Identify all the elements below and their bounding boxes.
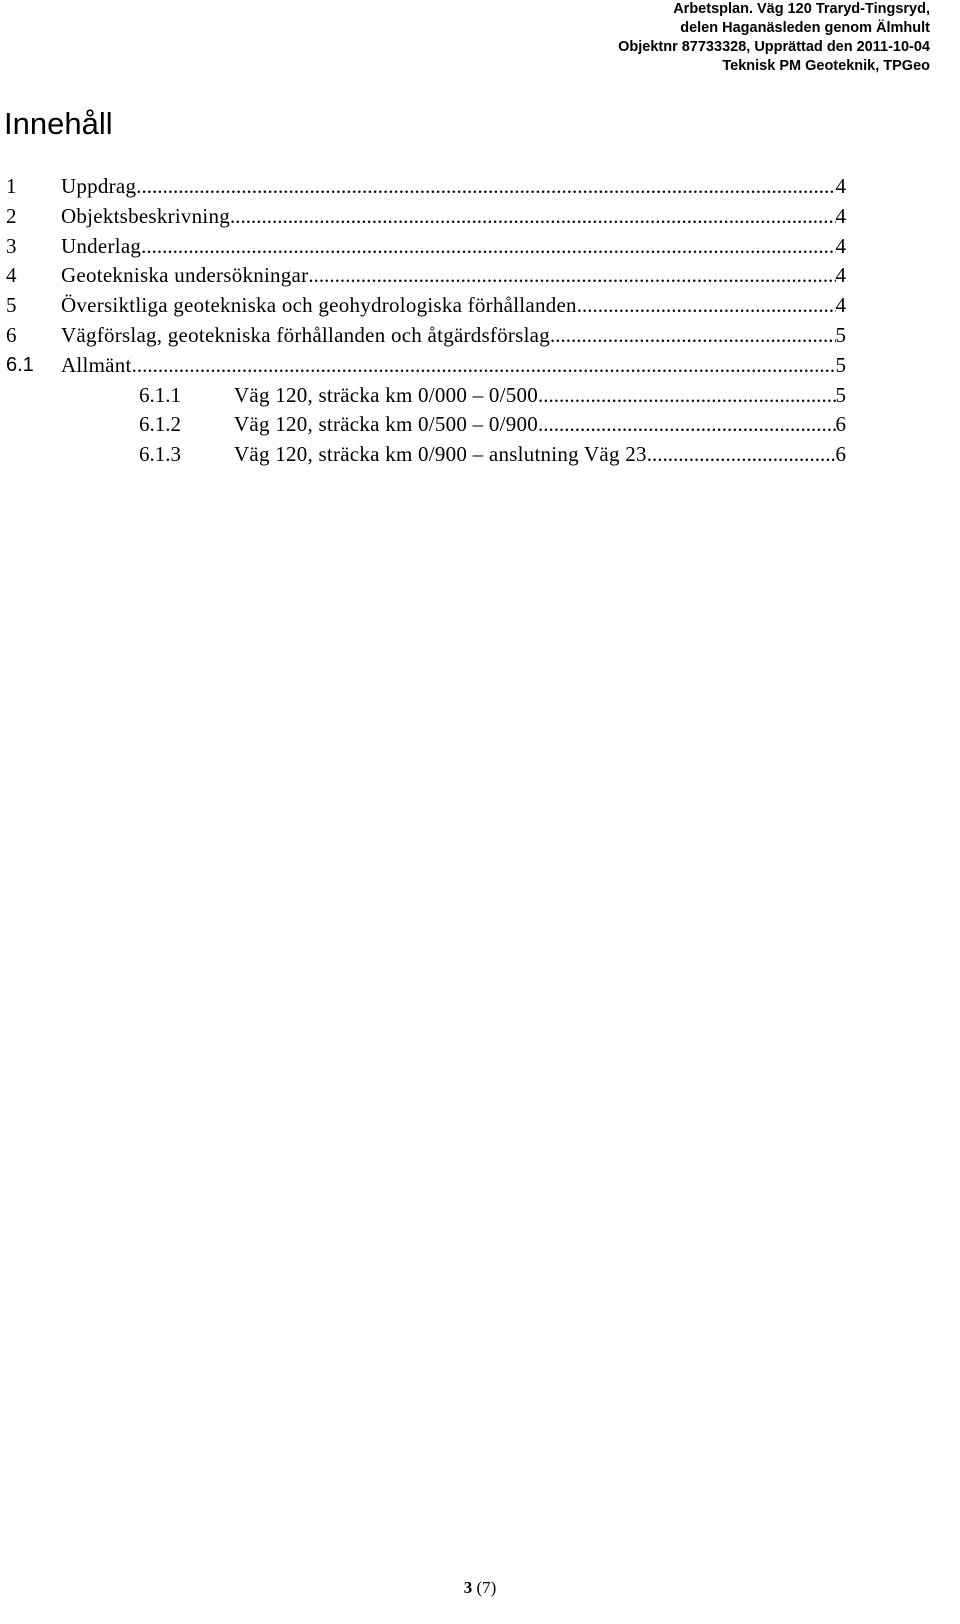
toc-dot-leader	[647, 440, 836, 470]
header-line-project: Arbetsplan. Väg 120 Traryd-Tingsryd,	[673, 1, 930, 17]
toc-entry-title: Vägförslag, geotekniska förhållanden och åtgärdsförslag	[61, 322, 550, 347]
toc-entry-title: Väg 120, sträcka km 0/900 – anslutning Väg 23	[234, 442, 647, 467]
page-total: (7)	[476, 1578, 497, 1597]
toc-entry-number: 6	[6, 322, 17, 347]
toc-dot-leader	[538, 410, 836, 440]
toc-dot-leader	[141, 232, 835, 262]
toc-entry-number: 6.1.1	[139, 382, 181, 407]
toc-entry-number: 1	[6, 174, 17, 198]
toc-entry-title: Objektsbeskrivning	[61, 203, 230, 228]
toc-entry-number: 3	[6, 233, 17, 258]
toc-entry-page: 4	[835, 174, 846, 198]
toc-entry[interactable]	[6, 410, 846, 440]
toc-entry[interactable]	[6, 440, 846, 470]
toc-entry-title: Översiktliga geotekniska och geohydrologiska förhållanden	[61, 293, 577, 318]
toc-entry[interactable]	[6, 202, 846, 232]
page-number: 3	[463, 1578, 473, 1597]
header-line-document-type: Teknisk PM Geoteknik, TPGeo	[722, 58, 930, 74]
toc-entry[interactable]	[6, 261, 846, 291]
toc-entry-title: Underlag	[61, 233, 142, 258]
toc-entry-page: 4	[835, 233, 846, 258]
toc-entry-page: 4	[835, 263, 846, 288]
toc-entry-title: Uppdrag	[61, 174, 137, 198]
toc-entry-page: 4	[835, 293, 846, 318]
toc-entry-title: Geotekniska undersökningar	[61, 263, 309, 288]
toc-dot-leader	[230, 202, 836, 232]
toc-dot-leader	[136, 172, 835, 202]
toc-entry-title: Allmänt	[61, 352, 132, 377]
toc-entry-number: 4	[6, 263, 17, 288]
toc-entry-title: Väg 120, sträcka km 0/000 – 0/500	[234, 382, 538, 407]
toc-entry[interactable]	[6, 291, 846, 321]
toc-dot-leader	[132, 351, 836, 381]
table-of-contents	[6, 172, 846, 470]
toc-entry-page: 5	[835, 382, 846, 407]
toc-heading: Innehåll	[4, 106, 113, 141]
page-footer	[0, 1577, 960, 1599]
toc-entry-page: 6	[835, 412, 846, 437]
toc-entry[interactable]	[6, 381, 846, 411]
toc-entry-page: 4	[835, 203, 846, 228]
toc-dot-leader	[538, 381, 836, 411]
toc-dot-leader	[308, 261, 835, 291]
toc-entry-number: 2	[6, 203, 17, 228]
toc-entry-number: 6.1.2	[139, 412, 181, 437]
page-header	[618, 0, 930, 76]
toc-entry[interactable]	[6, 232, 846, 262]
header-line-object: Objektnr 87733328, Upprättad den 2011-10-04	[618, 39, 930, 55]
toc-entry-page: 5	[835, 352, 846, 377]
header-line-section: delen Haganäsleden genom Älmhult	[680, 20, 930, 36]
toc-dot-leader	[577, 291, 836, 321]
toc-entry[interactable]	[6, 172, 846, 202]
toc-entry-number: 6.1	[6, 353, 34, 376]
toc-entry[interactable]	[6, 351, 846, 381]
toc-entry[interactable]	[6, 321, 846, 351]
toc-entry-number: 6.1.3	[139, 442, 181, 467]
toc-dot-leader	[550, 321, 836, 351]
toc-entry-title: Väg 120, sträcka km 0/500 – 0/900	[234, 412, 538, 437]
toc-entry-number: 5	[6, 293, 17, 318]
toc-entry-page: 6	[835, 442, 846, 467]
toc-entry-page: 5	[835, 322, 846, 347]
